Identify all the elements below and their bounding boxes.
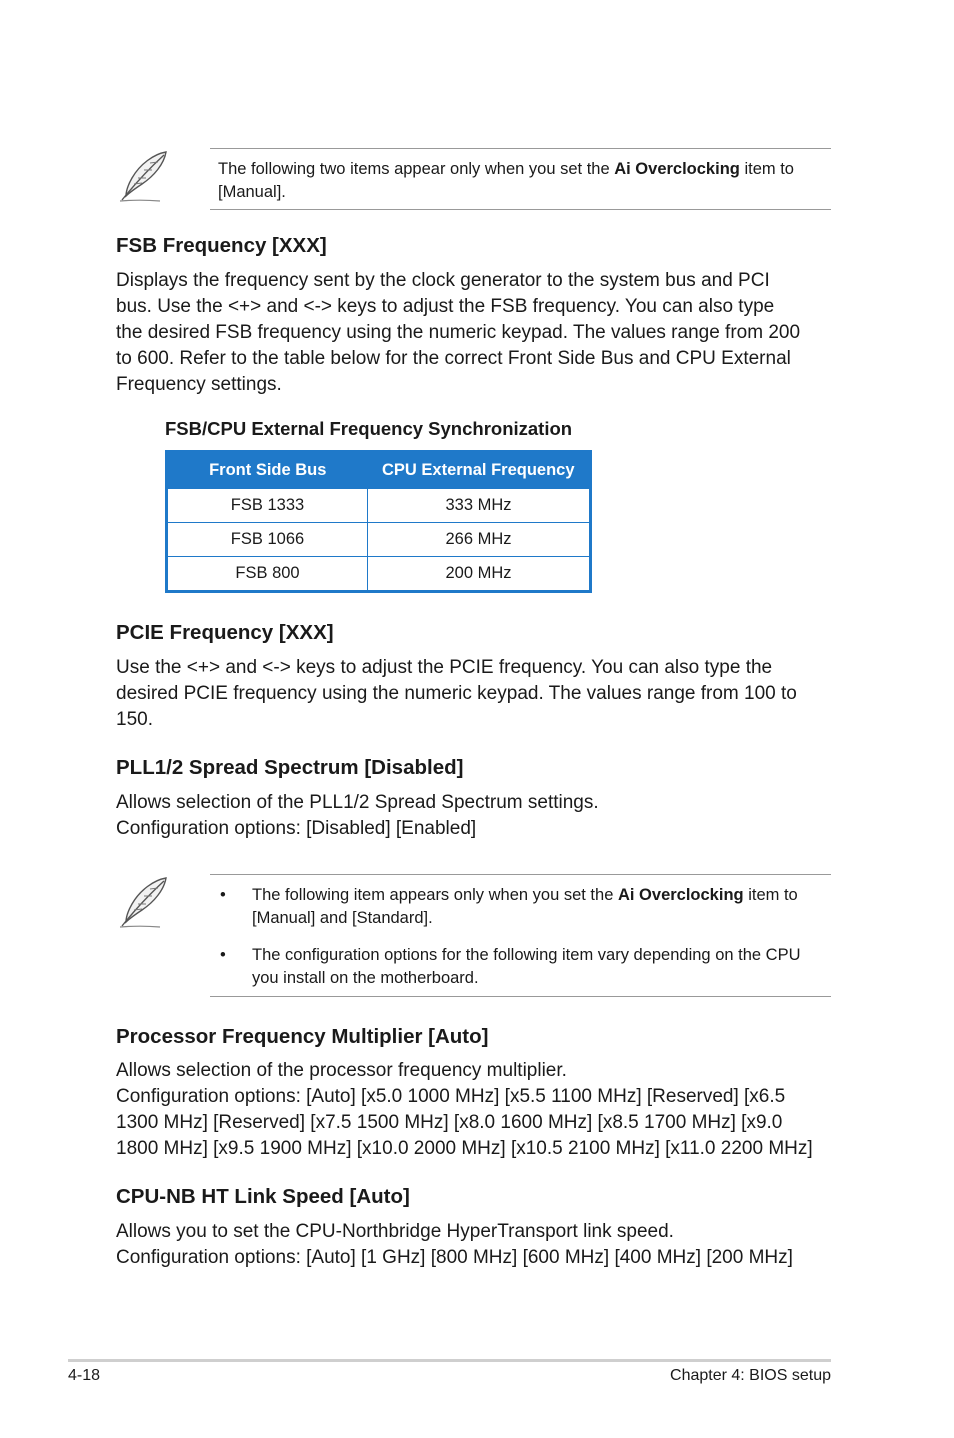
note-2-bullet-2: • The configuration options for the following item vary depending on the CPU you install on the motherboard. [220, 946, 801, 987]
chapter-label: Chapter 4: BIOS setup [670, 1367, 831, 1384]
table-caption: FSB/CPU External Frequency Synchronization [165, 418, 573, 439]
fsb-description: Displays the frequency sent by the clock generator to the system bus and PCI bus. Use the <+> and <-> keys to adjust the FSB frequency. You can also type the desired FSB frequency using the numeric keypad. The values range from 200 to 600. Refer to the table below for the correct Front Side Bus and CPU External Frequency settings. [116, 270, 801, 395]
note-1-text: The following two items appear only when you set the Ai Overclocking item to [Manual]. [218, 160, 794, 201]
pll-heading: PLL1/2 Spread Spectrum [Disabled] [116, 756, 464, 779]
table-cell: FSB 800 [167, 557, 368, 592]
pcie-heading: PCIE Frequency [XXX] [116, 621, 334, 644]
pll-description: Allows selection of the PLL1/2 Spread Spectrum settings. Configuration options: [Disabled] [Enabled] [116, 792, 599, 839]
footer-divider [68, 1359, 831, 1362]
page-number: 4-18 [68, 1367, 101, 1384]
note-box-2 [210, 874, 831, 997]
multiplier-description: Allows selection of the processor frequency multiplier. Configuration options: [Auto] [x5.0 1000 MHz] [x5.5 1100 MHz] [Reserved] [x6.5 1300 MHz] [Reserved] [x7.5 1500 MHz] [x8.0 1600 MHz] [x8.5 1700 MHz] [x9.0 1800 MHz] [x9.5 1900 MHz] [x10.0 2000 MHz] [x10.5 2100 MHz] [x11.0 2200 MHz] [116, 1060, 813, 1159]
column-header: CPU External Frequency [368, 452, 591, 489]
cpunb-description: Allows you to set the CPU-Northbridge HyperTransport link speed. Configuration options: [Auto] [1 GHz] [800 MHz] [600 MHz] [400 MHz] [200 MHz] [116, 1221, 793, 1268]
table-header-row [167, 452, 591, 489]
table-cell: FSB 1333 [167, 489, 368, 523]
pcie-description: Use the <+> and <-> keys to adjust the PCIE frequency. You can also type the desired PCIE frequency using the numeric keypad. The values range from 100 to 150. [116, 657, 797, 730]
fsb-heading: FSB Frequency [XXX] [116, 234, 327, 257]
table-row [167, 523, 591, 557]
table-cell: 266 MHz [368, 523, 591, 557]
table-row [167, 557, 591, 592]
table-cell: FSB 1066 [167, 523, 368, 557]
cpunb-heading: CPU-NB HT Link Speed [Auto] [116, 1185, 410, 1208]
feather-note-icon [114, 148, 174, 204]
table-row [167, 489, 591, 523]
multiplier-heading: Processor Frequency Multiplier [Auto] [116, 1025, 489, 1048]
note-2-bullet-1: • The following item appears only when you set the Ai Overclocking item to [Manual] and [Standard]. [220, 886, 798, 927]
column-header: Front Side Bus [167, 452, 368, 489]
table-cell: 333 MHz [368, 489, 591, 523]
note-box-1 [210, 148, 831, 210]
note-1-bold: Ai Overclocking [614, 160, 740, 178]
frequency-table [165, 450, 592, 593]
feather-note-icon [114, 874, 174, 930]
table-cell: 200 MHz [368, 557, 591, 592]
